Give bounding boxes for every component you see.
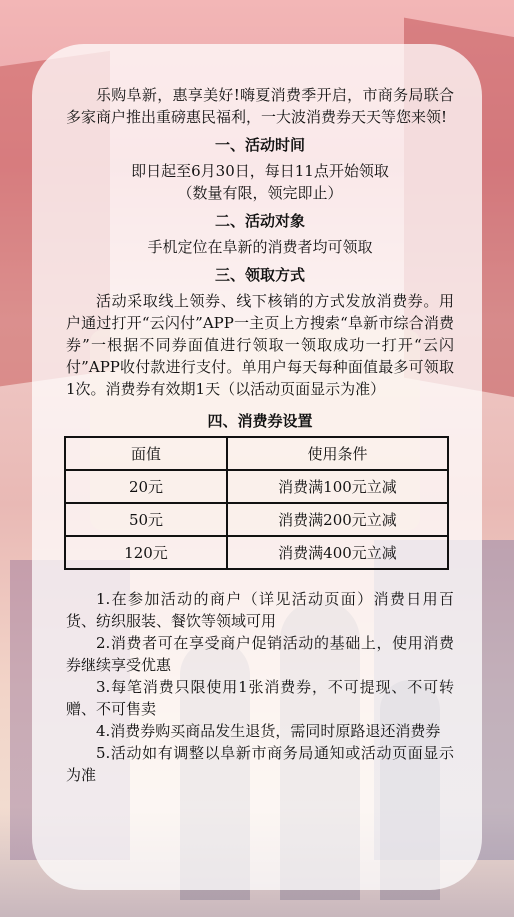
section-heading-target: 二、活动对象 <box>214 212 305 230</box>
section-heading-time: 一、活动时间 <box>214 136 305 154</box>
coupon-condition: 消费满400元立减 <box>227 536 448 569</box>
table-header-row <box>65 437 448 470</box>
note-item: 4.消费券购买商品发生退货，需同时原路退还消费券 <box>96 722 441 740</box>
table-row <box>65 536 448 569</box>
section-heading-coupons: 四、消费券设置 <box>207 412 313 430</box>
note-item: 1.在参加活动的商户（详见活动页面）消费日用百货、纺织服装、餐饮等领域可用 <box>66 590 454 630</box>
notes-list <box>66 588 454 786</box>
coupon-value: 120元 <box>65 536 227 569</box>
coupon-table <box>64 436 449 570</box>
coupon-value: 20元 <box>65 470 227 503</box>
table-row <box>65 470 448 503</box>
coupon-value: 50元 <box>65 503 227 536</box>
table-row <box>65 503 448 536</box>
note-item: 3.每笔消费只限使用1张消费券，不可提现、不可转赠、不可售卖 <box>66 678 454 718</box>
table-header-value: 面值 <box>65 437 227 470</box>
section-heading-method: 三、领取方式 <box>214 266 305 284</box>
table-header-condition: 使用条件 <box>227 437 448 470</box>
content-card <box>32 44 482 890</box>
coupon-condition: 消费满200元立减 <box>227 503 448 536</box>
intro-text: 乐购阜新，惠享美好!嗨夏消费季开启，市商务局联合多家商户推出重磅惠民福利，一大波消费券天天等您来领! <box>66 86 454 126</box>
time-line-2: （数量有限，领完即止） <box>177 184 343 202</box>
note-item: 5.活动如有调整以阜新市商务局通知或活动页面显示为准 <box>66 744 454 784</box>
note-item: 2.消费者可在享受商户促销活动的基础上，使用消费券继续享受优惠 <box>66 634 454 674</box>
target-line-1: 手机定位在阜新的消费者均可领取 <box>147 238 373 256</box>
coupon-condition: 消费满100元立减 <box>227 470 448 503</box>
time-line-1: 即日起至6月30日，每日11点开始领取 <box>131 162 389 180</box>
method-body: 活动采取线上领券、线下核销的方式发放消费券。用户通过打开“云闪付”APP一主页上方搜索“阜新市综合消费券”一根据不同券面值进行领取一领取成功一打开“云闪付”APP收付款进行支付。单用户每天每种面值最多可领取1次。消费券有效期1天（以活动页面显示为准） <box>66 292 454 398</box>
